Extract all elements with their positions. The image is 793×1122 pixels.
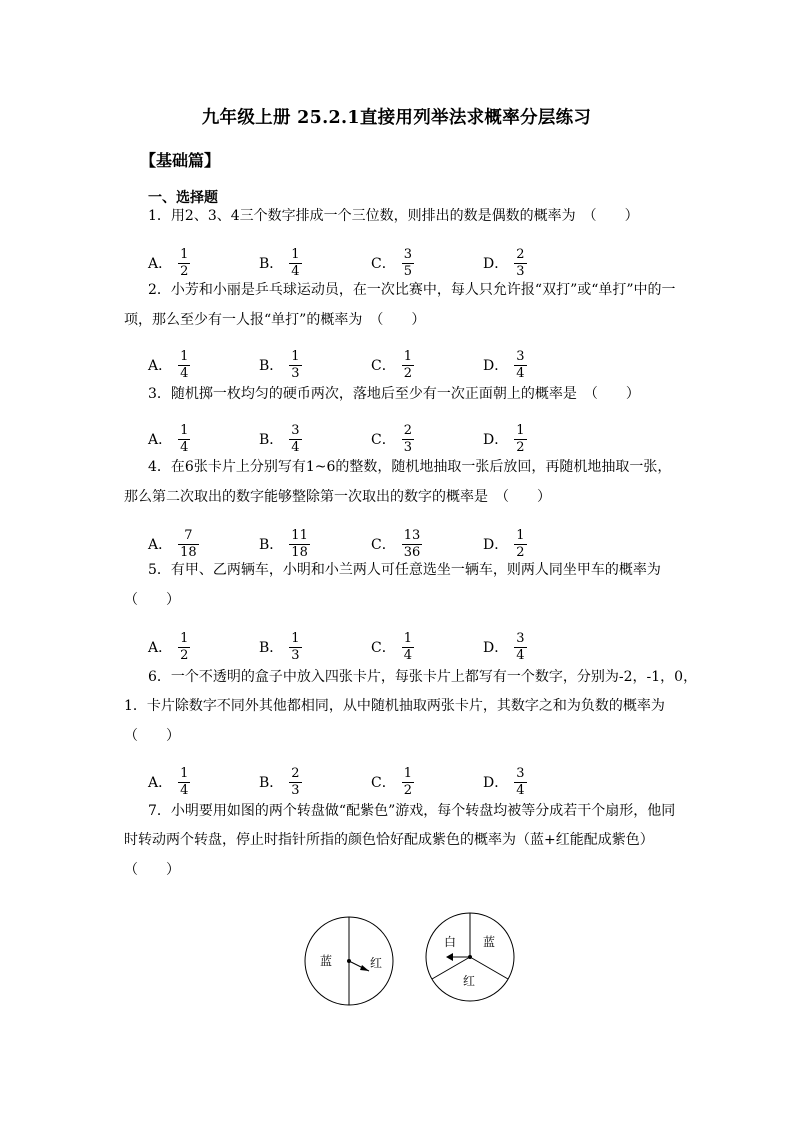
fraction-numerator: 11: [291, 527, 308, 543]
fraction-numerator: 1: [403, 348, 412, 364]
question-2-option-A[interactable]: [148, 345, 190, 385]
fraction-denominator: 2: [516, 544, 525, 560]
fraction-numerator: 3: [516, 348, 525, 364]
option-fraction: [514, 247, 526, 280]
fraction-denominator: 3: [291, 365, 300, 381]
right-spinner-label-top-right: 蓝: [483, 935, 496, 949]
question-5-line: 5．有甲、乙两辆车，小明和小兰两人可任意选坐一辆车，则两人同坐甲车的概率为: [148, 562, 661, 578]
fraction-numerator: 13: [403, 527, 421, 543]
fraction-denominator: 4: [291, 263, 300, 279]
option-fraction: [402, 766, 414, 799]
option-fraction: [289, 349, 301, 382]
option-fraction: [178, 423, 190, 456]
option-label: C．: [371, 537, 396, 553]
option-label: B．: [259, 640, 284, 656]
fraction-numerator: 1: [180, 630, 189, 646]
question-6-line: 1．卡片除数字不同外其他都相同，从中随机抽取两张卡片，其数字之和为负数的概率为: [124, 698, 665, 714]
question-6-line: （ ）: [124, 728, 180, 744]
question-4-line: 4．在6张卡片上分别写有1~6的整数，随机地抽取一张后放回，再随机地抽取一张，: [148, 459, 672, 475]
option-label: B．: [259, 775, 284, 791]
option-fraction: [178, 528, 199, 561]
option-fraction: [514, 423, 526, 456]
fraction-denominator: 2: [180, 263, 189, 279]
option-label: B．: [259, 256, 284, 272]
question-1-option-C[interactable]: [371, 243, 414, 283]
question-2-line: 2．小芳和小丽是乒乓球运动员，在一次比赛中，每人只允许报“双打”或“单打”中的一: [148, 282, 676, 298]
fraction-denominator: 18: [291, 544, 308, 560]
question-2-line: 项，那么至少有一人报“单打”的概率为 （ ）: [124, 312, 426, 328]
question-1-option-B[interactable]: [259, 243, 302, 283]
fraction-numerator: 1: [291, 246, 300, 262]
question-7-line: 时转动两个转盘，停止时指针所指的颜色恰好配成紫色的概率为（蓝+红能配成紫色）: [124, 832, 654, 848]
left-spinner-label-left: 蓝: [320, 954, 333, 968]
fraction-numerator: 1: [516, 527, 525, 543]
option-label: A．: [148, 775, 173, 791]
question-2-option-B[interactable]: [259, 345, 302, 385]
fraction-denominator: 2: [516, 439, 525, 455]
question-5-line: （ ）: [124, 592, 180, 608]
option-label: D．: [483, 537, 509, 553]
option-fraction: [514, 528, 526, 561]
option-label: C．: [371, 358, 396, 374]
fraction-denominator: 2: [403, 365, 412, 381]
fraction-denominator: 4: [403, 647, 412, 663]
option-fraction: [289, 528, 310, 561]
question-4-option-A[interactable]: [148, 524, 199, 564]
question-3-option-A[interactable]: [148, 419, 190, 459]
fraction-numerator: 1: [180, 246, 189, 262]
option-fraction: [289, 247, 301, 280]
right-spinner-label-bottom: 红: [463, 974, 476, 988]
fraction-numerator: 1: [403, 630, 412, 646]
option-fraction: [514, 349, 526, 382]
fraction-denominator: 4: [516, 782, 525, 798]
option-fraction: [402, 528, 423, 561]
left-spinner-label-right: 红: [370, 956, 383, 970]
option-fraction: [514, 631, 526, 664]
question-4-option-D[interactable]: [483, 524, 527, 564]
fraction-denominator: 3: [291, 647, 300, 663]
option-fraction: [402, 423, 414, 456]
fraction-numerator: 1: [291, 348, 300, 364]
question-3-option-D[interactable]: [483, 419, 527, 459]
question-6-option-D[interactable]: [483, 762, 527, 802]
option-fraction: [178, 631, 190, 664]
question-4-line: 那么第二次取出的数字能够整除第一次取出的数字的概率是 （ ）: [124, 489, 551, 505]
question-6-line: 6．一个不透明的盒子中放入四张卡片，每张卡片上都写有一个数字，分别为-2，-1，0，: [148, 669, 698, 685]
fraction-numerator: 3: [403, 246, 412, 262]
option-fraction: [178, 349, 190, 382]
fraction-numerator: 2: [516, 246, 525, 262]
question-7-line: （ ）: [124, 862, 180, 878]
question-3-option-C[interactable]: [371, 419, 414, 459]
fraction-numerator: 2: [291, 765, 300, 781]
question-5-option-A[interactable]: [148, 627, 190, 667]
fraction-numerator: 1: [180, 422, 189, 438]
section-heading: 【基础篇】: [140, 151, 221, 170]
option-label: D．: [483, 775, 509, 791]
question-1-line: 1．用2、3、4三个数字排成一个三位数，则排出的数是偶数的概率为 （ ）: [148, 208, 639, 224]
question-4-option-C[interactable]: [371, 524, 422, 564]
question-5-option-D[interactable]: [483, 627, 527, 667]
fraction-numerator: 2: [403, 422, 412, 438]
option-label: A．: [148, 256, 173, 272]
fraction-denominator: 4: [291, 439, 300, 455]
option-label: A．: [148, 358, 173, 374]
option-label: D．: [483, 358, 509, 374]
spinner-figure: [290, 905, 530, 1015]
question-5-option-B[interactable]: [259, 627, 302, 667]
question-1-option-A[interactable]: [148, 243, 190, 283]
right-spinner: [426, 913, 514, 1001]
fraction-numerator: 1: [403, 765, 412, 781]
option-label: D．: [483, 640, 509, 656]
option-label: D．: [483, 432, 509, 448]
option-fraction: [289, 423, 301, 456]
option-fraction: [289, 631, 301, 664]
question-5-option-C[interactable]: [371, 627, 414, 667]
option-label: D．: [483, 256, 509, 272]
fraction-denominator: 36: [403, 544, 421, 560]
fraction-denominator: 4: [180, 365, 189, 381]
fraction-denominator: 3: [291, 782, 300, 798]
question-6-option-B[interactable]: [259, 762, 302, 802]
option-label: A．: [148, 537, 173, 553]
question-1-option-D[interactable]: [483, 243, 527, 283]
option-label: C．: [371, 256, 396, 272]
subsection-heading: 一、选择题: [148, 190, 218, 206]
fraction-denominator: 4: [180, 439, 189, 455]
question-7-line: 7．小明要用如图的两个转盘做“配紫色”游戏，每个转盘均被等分成若干个扇形，他同: [148, 803, 676, 819]
option-fraction: [402, 349, 414, 382]
option-label: C．: [371, 640, 396, 656]
fraction-denominator: 4: [516, 365, 525, 381]
option-label: B．: [259, 537, 284, 553]
fraction-numerator: 1: [291, 630, 300, 646]
option-fraction: [178, 247, 190, 280]
fraction-numerator: 1: [180, 765, 189, 781]
option-label: B．: [259, 358, 284, 374]
option-label: A．: [148, 432, 173, 448]
fraction-denominator: 3: [403, 439, 412, 455]
option-label: C．: [371, 432, 396, 448]
question-4-option-B[interactable]: [259, 524, 310, 564]
option-fraction: [289, 766, 301, 799]
question-2-option-C[interactable]: [371, 345, 414, 385]
fraction-numerator: 3: [516, 765, 525, 781]
fraction-numerator: 3: [516, 630, 525, 646]
fraction-denominator: 2: [180, 647, 189, 663]
fraction-denominator: 5: [403, 263, 412, 279]
fraction-denominator: 2: [403, 782, 412, 798]
fraction-numerator: 3: [291, 422, 300, 438]
question-6-option-C[interactable]: [371, 762, 414, 802]
option-fraction: [402, 631, 414, 664]
question-6-option-A[interactable]: [148, 762, 190, 802]
option-fraction: [178, 766, 190, 799]
fraction-denominator: 4: [516, 647, 525, 663]
option-fraction: [402, 247, 414, 280]
option-label: A．: [148, 640, 173, 656]
option-label: C．: [371, 775, 396, 791]
fraction-denominator: 4: [180, 782, 189, 798]
question-3-option-B[interactable]: [259, 419, 302, 459]
left-spinner: [305, 917, 393, 1005]
question-2-option-D[interactable]: [483, 345, 527, 385]
right-spinner-label-top-left: 白: [444, 935, 457, 949]
fraction-denominator: 3: [516, 263, 525, 279]
option-label: B．: [259, 432, 284, 448]
page-title: 九年级上册 25.2.1直接用列举法求概率分层练习: [201, 108, 592, 128]
fraction-numerator: 7: [184, 527, 193, 543]
option-fraction: [514, 766, 526, 799]
fraction-numerator: 1: [180, 348, 189, 364]
fraction-numerator: 1: [516, 422, 525, 438]
question-3-line: 3．随机掷一枚均匀的硬币两次，落地后至少有一次正面朝上的概率是 （ ）: [148, 386, 640, 402]
fraction-denominator: 18: [180, 544, 197, 560]
